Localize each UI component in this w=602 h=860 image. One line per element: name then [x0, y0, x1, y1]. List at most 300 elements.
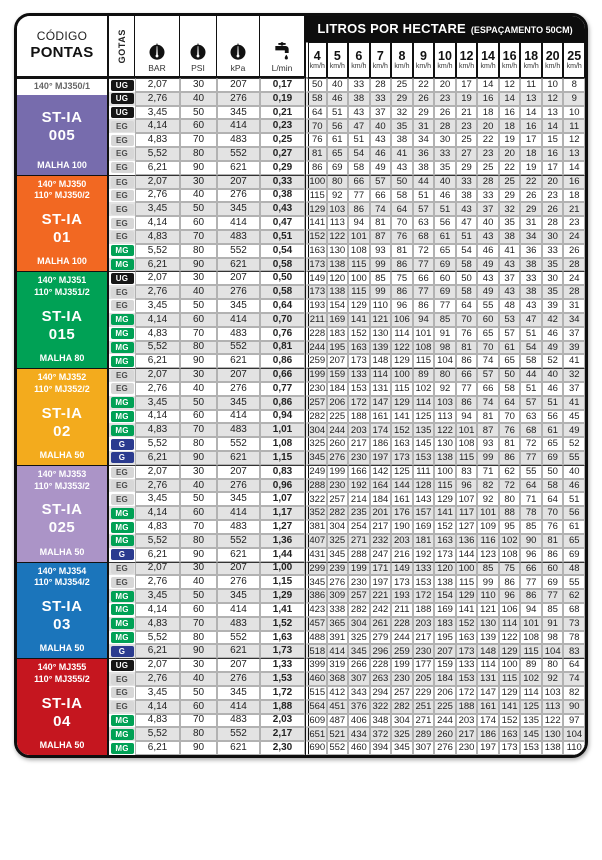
flow-value-cell: 21 [456, 106, 478, 120]
flow-value-cell: 133 [348, 368, 370, 382]
flow-value-cell: 139 [370, 341, 392, 355]
flow-value-cell: 154 [327, 299, 349, 313]
nozzle-model-line: 110° MJ354/2 [34, 577, 90, 588]
drop-size-cell [109, 78, 135, 92]
nozzle-model-line: 140° MJ355 [37, 662, 87, 673]
flow-value-cell: 109 [477, 520, 499, 534]
flow-value-cell: 16 [520, 119, 542, 133]
flow-value-cell: 193 [391, 589, 413, 603]
flow-value-cell: 22 [499, 161, 521, 175]
flow-value-cell: 106 [499, 603, 521, 617]
flow-value-cell: 30 [542, 271, 564, 285]
flow-value-cell: 58 [391, 189, 413, 203]
flow-value-cell: 38 [520, 285, 542, 299]
flow-value-cell: 304 [305, 423, 327, 437]
flow-value-cell: 203 [348, 423, 370, 437]
flow-lmin-cell: 1,01 [260, 423, 305, 437]
flow-value-cell: 121 [370, 313, 392, 327]
pressure-psi-cell: 50 [180, 686, 217, 700]
flow-value-cell: 216 [391, 548, 413, 562]
pressure-bar-cell: 4,14 [135, 216, 180, 230]
flow-value-cell: 86 [542, 548, 564, 562]
mesh-label: MALHA 50 [39, 449, 85, 460]
flow-value-cell: 199 [391, 658, 413, 672]
flow-value-cell: 101 [477, 506, 499, 520]
flow-value-cell: 57 [499, 327, 521, 341]
flow-value-cell: 100 [434, 465, 456, 479]
flow-value-cell: 115 [413, 354, 435, 368]
pressure-kpa-cell: 621 [217, 741, 260, 755]
drop-size-cell [109, 189, 135, 203]
flow-value-cell: 49 [370, 161, 392, 175]
flow-value-cell: 230 [305, 382, 327, 396]
flow-value-cell: 66 [348, 175, 370, 189]
nozzle-model-line: 110° MJ355/2 [34, 673, 90, 684]
flow-value-cell: 41 [499, 244, 521, 258]
flow-value-cell: 43 [477, 230, 499, 244]
flow-value-cell: 217 [370, 520, 392, 534]
pressure-bar-cell: 5,52 [135, 341, 180, 355]
flow-value-cell: 114 [499, 617, 521, 631]
flow-value-cell: 271 [413, 714, 435, 728]
flow-value-cell: 12 [563, 133, 585, 147]
flow-value-cell: 36 [520, 244, 542, 258]
pressure-psi-cell: 60 [180, 216, 217, 230]
flow-value-cell: 138 [327, 285, 349, 299]
psi-column-header [180, 16, 217, 78]
drop-size-badge: MG [111, 425, 134, 436]
drop-size-badge: EG [111, 231, 134, 242]
flow-value-cell: 38 [413, 161, 435, 175]
pressure-bar-cell: 6,21 [135, 354, 180, 368]
flow-value-cell: 28 [370, 78, 392, 92]
flow-value-cell: 36 [413, 147, 435, 161]
flow-value-cell: 53 [499, 313, 521, 327]
drop-size-badge: EG [111, 563, 134, 574]
flow-value-cell: 103 [327, 202, 349, 216]
nozzle-model [17, 272, 107, 298]
flow-value-cell: 135 [413, 423, 435, 437]
flow-value-cell: 46 [563, 479, 585, 493]
flow-value-cell: 338 [327, 603, 349, 617]
flow-value-cell: 58 [520, 354, 542, 368]
drop-size-cell [109, 520, 135, 534]
flow-value-cell: 122 [499, 631, 521, 645]
flow-value-cell: 27 [456, 147, 478, 161]
flow-value-cell: 14 [499, 92, 521, 106]
flow-value-cell: 186 [370, 437, 392, 451]
drop-size-cell [109, 658, 135, 672]
pressure-kpa-cell: 345 [217, 396, 260, 410]
flow-value-cell: 50 [542, 465, 564, 479]
flow-value-cell: 83 [456, 465, 478, 479]
flow-value-cell: 23 [563, 216, 585, 230]
flow-value-cell: 114 [391, 327, 413, 341]
drop-size-badge: UG [111, 660, 134, 671]
flow-value-cell: 25 [499, 175, 521, 189]
flow-value-cell: 172 [413, 589, 435, 603]
flow-value-cell: 225 [327, 410, 349, 424]
pressure-psi-cell: 90 [180, 258, 217, 272]
flow-value-cell: 40 [563, 465, 585, 479]
flow-value-cell: 487 [327, 714, 349, 728]
flow-value-cell: 184 [370, 492, 392, 506]
pressure-kpa-cell: 621 [217, 548, 260, 562]
flow-value-cell: 65 [327, 147, 349, 161]
pressure-kpa-cell: 207 [217, 271, 260, 285]
flow-value-cell: 129 [434, 492, 456, 506]
flow-value-cell: 60 [542, 562, 564, 576]
flow-value-cell: 51 [520, 327, 542, 341]
flow-lmin-cell: 1,27 [260, 520, 305, 534]
flow-value-cell: 138 [434, 575, 456, 589]
drop-size-cell [109, 548, 135, 562]
pressure-kpa-cell: 483 [217, 714, 260, 728]
flow-value-cell: 19 [520, 161, 542, 175]
flow-value-cell: 122 [391, 341, 413, 355]
flow-value-cell: 163 [434, 534, 456, 548]
flow-value-cell: 83 [563, 644, 585, 658]
flow-value-cell: 244 [305, 341, 327, 355]
speed-value: 6 [355, 48, 363, 63]
flow-value-cell: 152 [348, 327, 370, 341]
flow-value-cell: 29 [520, 202, 542, 216]
speed-header-cell [348, 42, 370, 78]
flow-value-cell: 192 [348, 479, 370, 493]
flow-value-cell: 188 [456, 700, 478, 714]
flow-value-cell: 49 [477, 285, 499, 299]
flow-value-cell: 76 [499, 423, 521, 437]
flow-value-cell: 17 [542, 161, 564, 175]
nozzle-code [17, 95, 107, 160]
flow-value-cell: 173 [434, 548, 456, 562]
flow-value-cell: 8 [563, 78, 585, 92]
speed-header-cell [370, 42, 392, 78]
nozzle-group-cell [17, 658, 109, 755]
speed-header-cell [520, 42, 542, 78]
flow-value-cell: 121 [477, 603, 499, 617]
flow-value-cell: 95 [499, 520, 521, 534]
drop-size-badge: EG [111, 162, 134, 173]
pressure-kpa-cell: 276 [217, 479, 260, 493]
flow-value-cell: 75 [499, 562, 521, 576]
speed-unit: km/h [458, 63, 475, 71]
drop-size-badge: MG [111, 411, 134, 422]
flow-value-cell: 130 [370, 327, 392, 341]
flow-value-cell: 44 [413, 175, 435, 189]
flow-value-cell: 56 [327, 119, 349, 133]
nozzle-model-line: 140° MJ350 [37, 178, 87, 189]
flow-value-cell: 304 [391, 714, 413, 728]
flow-value-cell: 120 [434, 562, 456, 576]
pressure-psi-cell: 90 [180, 354, 217, 368]
nozzle-flow-rate-table-card [14, 13, 588, 758]
nozzle-code [17, 492, 107, 546]
flow-value-cell: 55 [563, 575, 585, 589]
flow-value-cell: 133 [456, 658, 478, 672]
flow-value-cell: 177 [413, 658, 435, 672]
flow-value-cell: 81 [542, 534, 564, 548]
flow-lmin-cell: 1,53 [260, 672, 305, 686]
pressure-kpa-cell: 207 [217, 465, 260, 479]
drop-size-cell [109, 106, 135, 120]
flow-value-cell: 10 [542, 78, 564, 92]
flow-value-cell: 348 [370, 714, 392, 728]
flow-value-cell: 80 [434, 368, 456, 382]
drop-size-badge: MG [111, 328, 134, 339]
drop-size-cell [109, 700, 135, 714]
flow-value-cell: 142 [370, 465, 392, 479]
flow-value-cell: 50 [305, 78, 327, 92]
drop-size-badge: EG [111, 121, 134, 132]
flow-value-cell: 23 [477, 147, 499, 161]
pressure-bar-cell: 2,07 [135, 175, 180, 189]
flow-lmin-cell: 0,21 [260, 106, 305, 120]
flow-value-cell: 74 [370, 202, 392, 216]
flow-value-cell: 46 [434, 189, 456, 203]
flow-value-cell: 131 [477, 672, 499, 686]
speed-header-cell [434, 42, 456, 78]
flow-value-cell: 31 [520, 216, 542, 230]
speed-header-cell [327, 42, 349, 78]
pressure-kpa-cell: 207 [217, 368, 260, 382]
flow-value-cell: 23 [434, 92, 456, 106]
pressure-bar-cell: 2,07 [135, 78, 180, 92]
flow-value-cell: 299 [305, 562, 327, 576]
pressure-bar-cell: 2,76 [135, 189, 180, 203]
speed-unit: km/h [309, 63, 325, 71]
nozzle-code-line2: 02 [53, 422, 71, 440]
nozzle-code-line1: ST-IA [41, 211, 83, 229]
pressure-kpa-cell: 483 [217, 133, 260, 147]
flow-value-cell: 228 [391, 617, 413, 631]
flow-value-cell: 96 [520, 548, 542, 562]
pressure-psi-cell: 50 [180, 589, 217, 603]
speed-value: 5 [333, 48, 341, 63]
flow-value-cell: 31 [413, 119, 435, 133]
speed-header-cell [563, 42, 585, 78]
flow-value-cell: 77 [542, 589, 564, 603]
flow-value-cell: 188 [413, 603, 435, 617]
drop-size-cell [109, 147, 135, 161]
flow-value-cell: 100 [305, 175, 327, 189]
pressure-psi-cell: 40 [180, 479, 217, 493]
flow-value-cell: 86 [305, 161, 327, 175]
flow-value-cell: 38 [499, 230, 521, 244]
flow-value-cell: 54 [520, 341, 542, 355]
flow-value-cell: 28 [477, 175, 499, 189]
flow-value-cell: 114 [370, 368, 392, 382]
flow-value-cell: 244 [391, 631, 413, 645]
flow-lmin-cell: 0,50 [260, 271, 305, 285]
flow-value-cell: 38 [391, 133, 413, 147]
flow-value-cell: 197 [477, 741, 499, 755]
flow-value-cell: 114 [477, 658, 499, 672]
nozzle-model [17, 466, 107, 492]
flow-value-cell: 148 [477, 644, 499, 658]
flow-lmin-cell: 0,54 [260, 244, 305, 258]
pressure-kpa-cell: 345 [217, 686, 260, 700]
flow-value-cell: 201 [370, 506, 392, 520]
drop-size-badge: EG [111, 687, 134, 698]
flow-value-cell: 94 [413, 313, 435, 327]
flow-value-cell: 99 [370, 258, 392, 272]
flow-value-cell: 206 [434, 686, 456, 700]
flow-value-cell: 229 [413, 686, 435, 700]
flow-value-cell: 54 [348, 147, 370, 161]
flow-value-cell: 141 [456, 603, 478, 617]
flow-value-cell: 26 [434, 106, 456, 120]
flow-value-cell: 33 [434, 147, 456, 161]
flow-value-cell: 129 [348, 299, 370, 313]
drop-size-badge: EG [111, 577, 134, 588]
flow-value-cell: 87 [477, 423, 499, 437]
nozzle-model-line: 110° MJ352/2 [34, 383, 90, 394]
pressure-kpa-cell: 483 [217, 327, 260, 341]
flow-value-cell: 129 [499, 644, 521, 658]
flow-value-cell: 173 [391, 451, 413, 465]
flow-value-cell: 94 [520, 603, 542, 617]
flow-value-cell: 58 [456, 285, 478, 299]
flow-lmin-cell: 0,58 [260, 258, 305, 272]
flow-value-cell: 26 [520, 189, 542, 203]
flow-value-cell: 65 [477, 327, 499, 341]
flow-value-cell: 365 [327, 617, 349, 631]
flow-value-cell: 92 [327, 189, 349, 203]
speed-unit: km/h [372, 63, 388, 71]
flow-value-cell: 163 [456, 631, 478, 645]
flow-lmin-cell: 1,41 [260, 603, 305, 617]
flow-value-cell: 261 [370, 617, 392, 631]
flow-value-cell: 195 [434, 631, 456, 645]
pressure-kpa-cell: 414 [217, 313, 260, 327]
pressure-psi-cell: 40 [180, 92, 217, 106]
pressure-psi-cell: 60 [180, 506, 217, 520]
flow-value-cell: 22 [520, 175, 542, 189]
flow-value-cell: 296 [370, 644, 392, 658]
pressure-kpa-cell: 276 [217, 575, 260, 589]
flow-value-cell: 135 [520, 714, 542, 728]
flow-lmin-cell: 0,77 [260, 382, 305, 396]
flow-value-cell: 192 [413, 548, 435, 562]
flow-value-cell: 125 [391, 465, 413, 479]
flow-value-cell: 143 [413, 492, 435, 506]
flow-lmin-cell: 2,30 [260, 741, 305, 755]
flow-value-cell: 46 [542, 382, 564, 396]
flow-lmin-cell: 2,03 [260, 714, 305, 728]
flow-value-cell: 431 [305, 548, 327, 562]
pressure-bar-cell: 2,76 [135, 382, 180, 396]
flow-value-cell: 30 [434, 133, 456, 147]
nozzle-code-line2: 04 [53, 712, 71, 730]
flow-value-cell: 98 [542, 631, 564, 645]
flow-value-cell: 72 [413, 244, 435, 258]
flow-value-cell: 391 [327, 631, 349, 645]
flow-value-cell: 31 [563, 299, 585, 313]
flow-value-cell: 161 [370, 410, 392, 424]
flow-value-cell: 166 [348, 465, 370, 479]
flow-value-cell: 564 [305, 700, 327, 714]
flow-value-cell: 25 [391, 78, 413, 92]
flow-value-cell: 94 [456, 410, 478, 424]
flow-value-cell: 101 [413, 327, 435, 341]
nozzle-group-cell [17, 175, 109, 272]
pressure-psi-cell: 70 [180, 423, 217, 437]
flow-value-cell: 77 [434, 299, 456, 313]
flow-value-cell: 690 [305, 741, 327, 755]
flow-value-cell: 257 [305, 396, 327, 410]
pressure-kpa-cell: 621 [217, 161, 260, 175]
flow-value-cell: 651 [305, 727, 327, 741]
flow-value-cell: 69 [434, 285, 456, 299]
pressure-kpa-cell: 276 [217, 382, 260, 396]
pressure-kpa-cell: 207 [217, 78, 260, 92]
flow-value-cell: 29 [413, 106, 435, 120]
flow-value-cell: 14 [563, 161, 585, 175]
flow-value-cell: 399 [305, 658, 327, 672]
flow-value-cell: 152 [434, 520, 456, 534]
gauge-icon [228, 41, 248, 61]
flow-lmin-cell: 1,29 [260, 589, 305, 603]
flow-value-cell: 34 [413, 133, 435, 147]
pressure-bar-cell: 4,83 [135, 423, 180, 437]
flow-lmin-cell: 0,86 [260, 354, 305, 368]
flow-value-cell: 20 [477, 119, 499, 133]
drop-size-cell [109, 202, 135, 216]
flow-value-cell: 521 [327, 727, 349, 741]
flow-value-cell: 34 [563, 313, 585, 327]
flow-value-cell: 11 [520, 78, 542, 92]
drop-size-badge: MG [111, 508, 134, 519]
flow-value-cell: 64 [456, 299, 478, 313]
drop-size-cell [109, 631, 135, 645]
flow-value-cell: 69 [542, 575, 564, 589]
flow-value-cell: 46 [477, 244, 499, 258]
pressure-kpa-cell: 621 [217, 451, 260, 465]
flow-lmin-cell: 2,17 [260, 727, 305, 741]
pressure-bar-cell: 2,76 [135, 479, 180, 493]
drop-size-badge: G [111, 452, 134, 463]
drop-size-cell [109, 368, 135, 382]
flow-value-cell: 117 [456, 506, 478, 520]
flow-value-cell: 197 [370, 575, 392, 589]
flow-value-cell: 230 [327, 479, 349, 493]
flow-value-cell: 104 [542, 644, 564, 658]
flow-value-cell: 230 [413, 644, 435, 658]
flow-value-cell: 199 [327, 465, 349, 479]
flow-value-cell: 368 [327, 672, 349, 686]
table-subtitle: (ESPAÇAMENTO 50CM) [470, 25, 573, 35]
nozzle-model-line: 140° MJ353 [37, 468, 87, 479]
flow-value-cell: 22 [413, 78, 435, 92]
pressure-psi-cell: 90 [180, 644, 217, 658]
speed-header-cell [456, 42, 478, 78]
pressure-bar-cell: 2,76 [135, 285, 180, 299]
flow-value-cell: 307 [413, 741, 435, 755]
nozzle-model-line: 110° MJ350/2 [34, 190, 90, 201]
pressure-bar-cell: 5,52 [135, 534, 180, 548]
nozzle-code-line2: 01 [53, 229, 71, 247]
flow-value-cell: 51 [327, 106, 349, 120]
pressure-bar-cell: 2,07 [135, 368, 180, 382]
pressure-kpa-cell: 552 [217, 437, 260, 451]
pressure-bar-cell: 2,07 [135, 562, 180, 576]
flow-value-cell: 66 [370, 189, 392, 203]
flow-lmin-cell: 0,33 [260, 175, 305, 189]
pressure-psi-cell: 30 [180, 271, 217, 285]
flow-value-cell: 159 [434, 658, 456, 672]
flow-value-cell: 108 [499, 548, 521, 562]
